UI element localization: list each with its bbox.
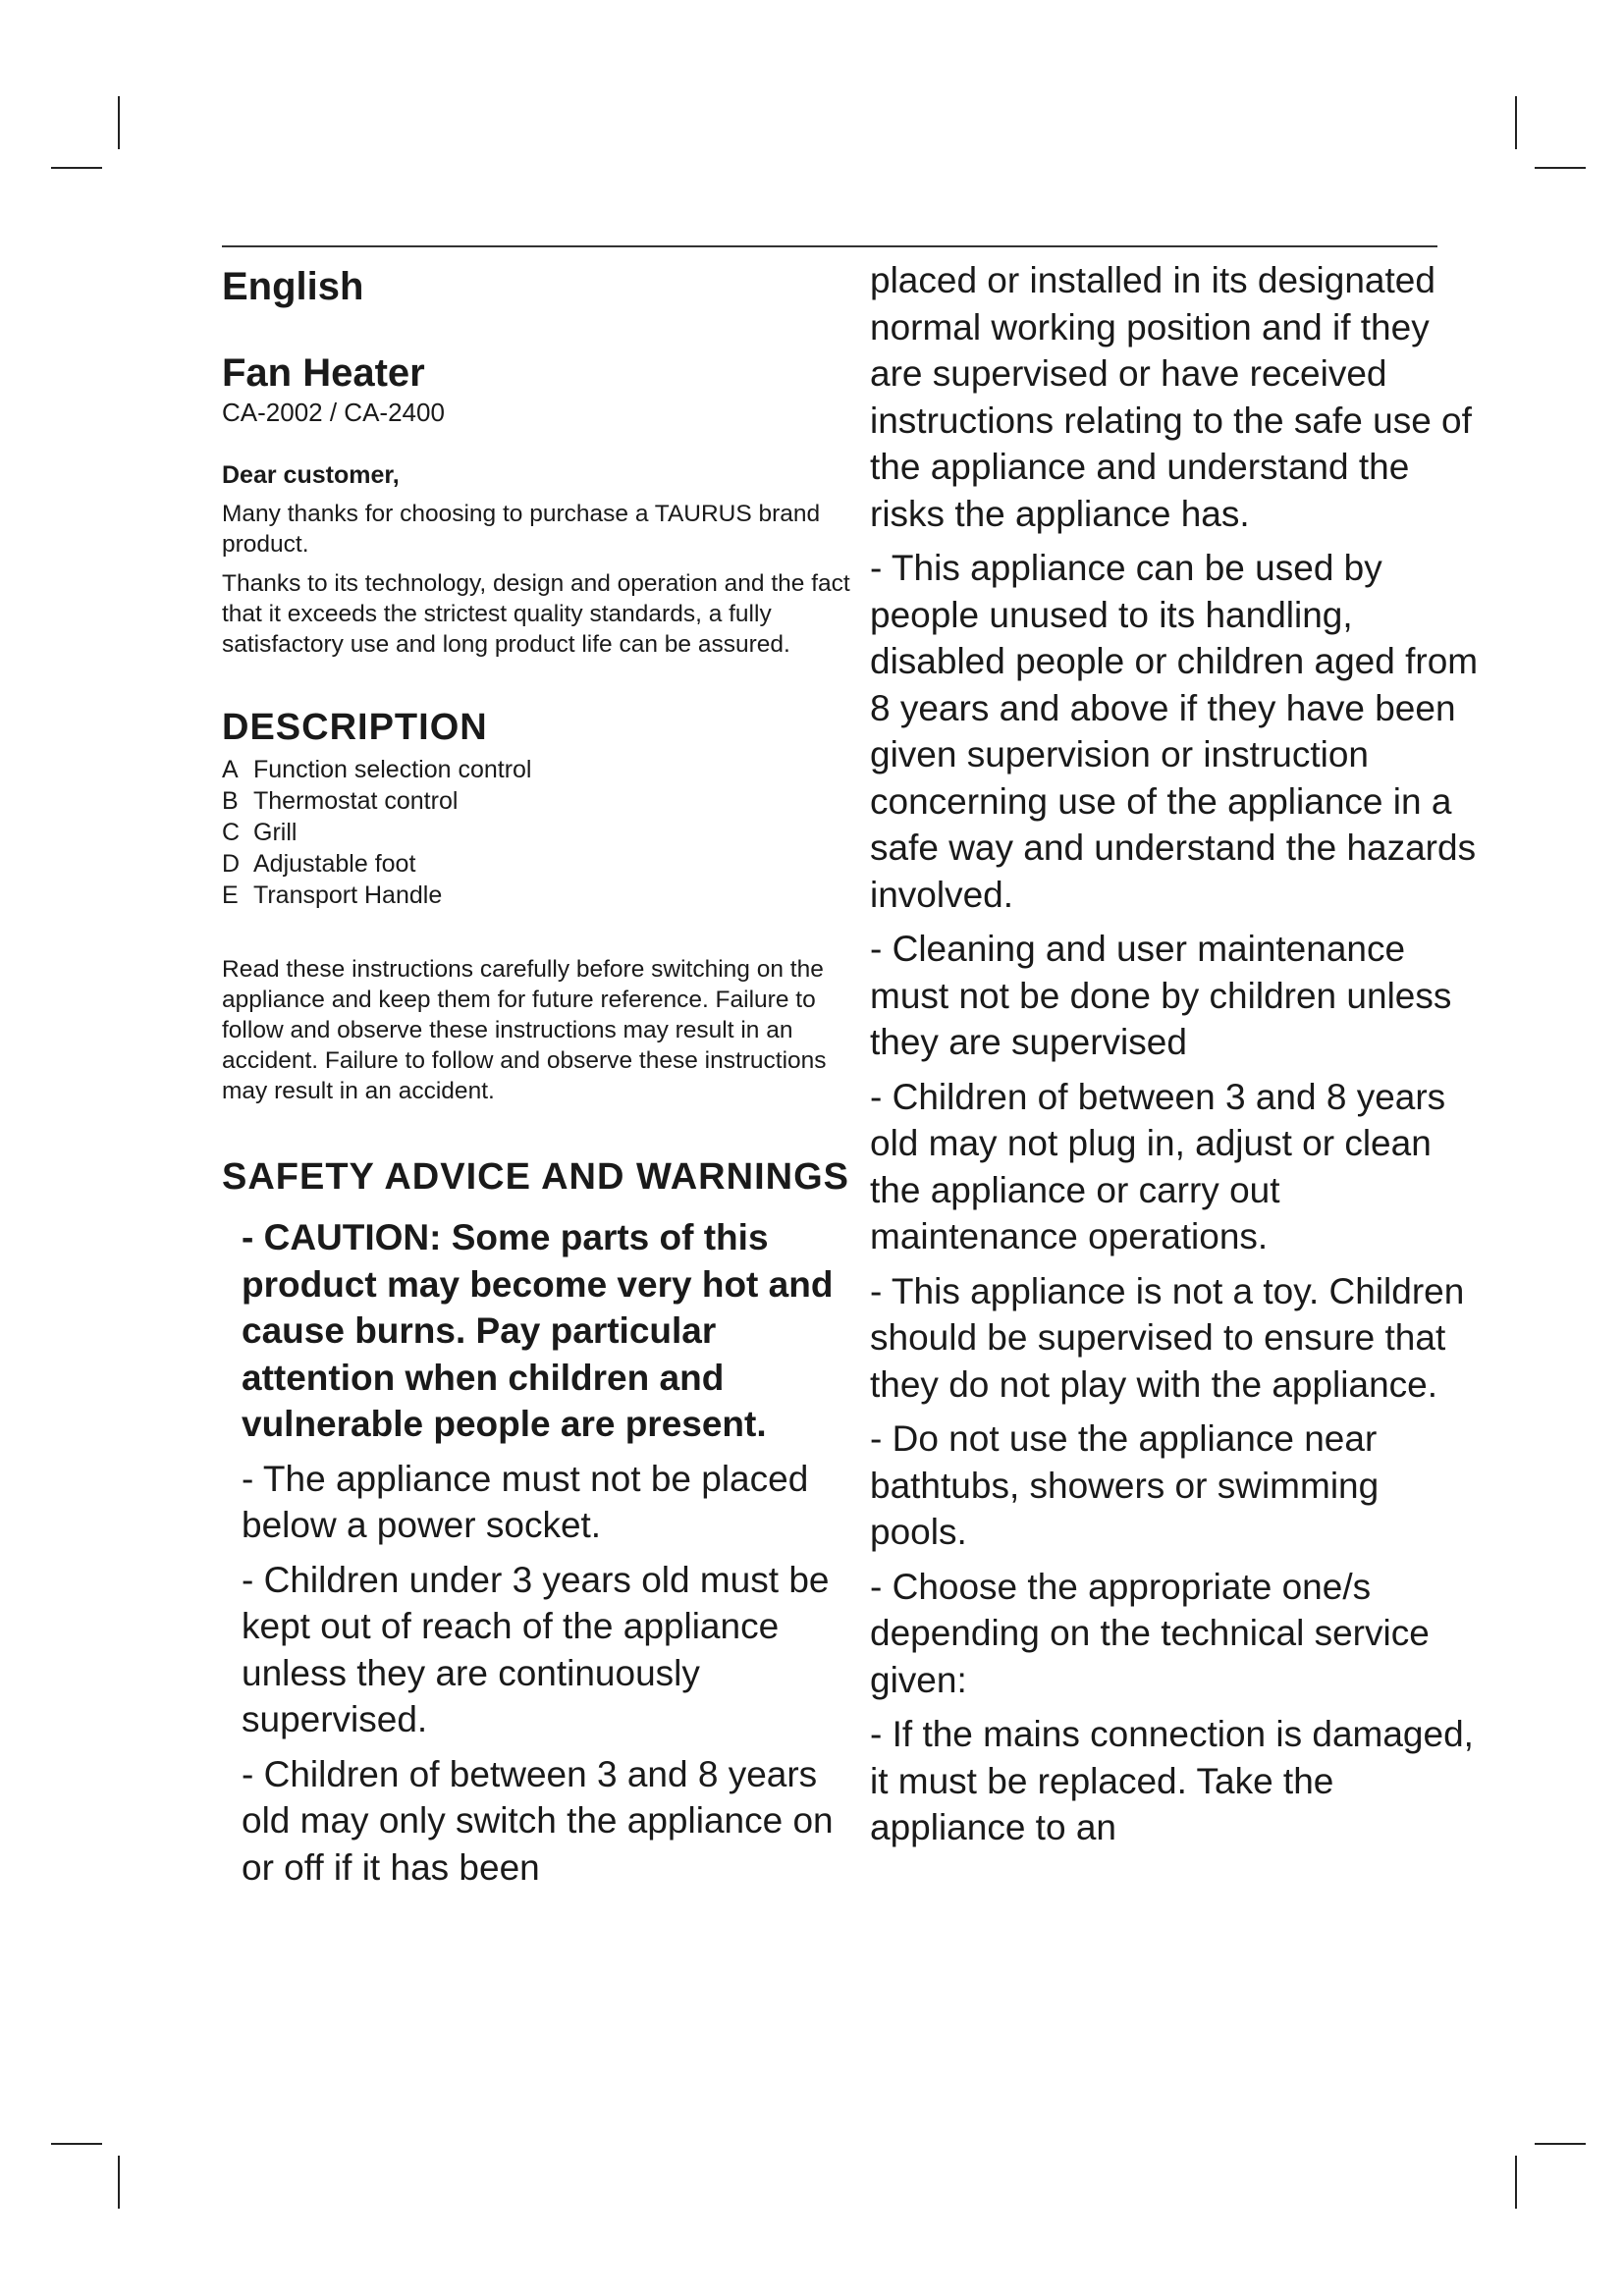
warning-paragraph: - This appliance is not a toy. Children should be supervised to ensure that they do not play with the appliance. [870,1270,1465,1405]
thanks-paragraph: Many thanks for choosing to purchase a TAURUS brand product. [222,501,821,558]
crop-mark [1515,96,1517,149]
crop-mark [51,167,102,169]
left-column [222,257,850,1898]
list-item: C Grill [222,819,298,846]
model-number: CA-2002 / CA-2400 [222,398,445,427]
warning-paragraph: placed or installed in its designated normal working position and if they are supervised or have received instructions relating to the safe use of the appliance and understand the risks the appliance has. [870,260,1472,534]
description-heading: DESCRIPTION [222,707,488,748]
warning-paragraph: - Children under 3 years old must be kept out of reach of the appliance unless they are continuously supervised. [242,1559,830,1739]
description-list [222,754,850,911]
safety-heading: SAFETY ADVICE AND WARNINGS [222,1156,849,1198]
crop-mark [51,2143,102,2145]
crop-mark [118,2156,120,2209]
warning-paragraph: - If the mains connection is damaged, it must be replaced. Take the appliance to an [870,1714,1474,1847]
warning-paragraph: - Children of between 3 and 8 years old may not plug in, adjust or clean the appliance or carry out maintenance operations. [870,1076,1446,1256]
caution-paragraph: - CAUTION: Some parts of this product may become very hot and cause burns. Pay particular attention when children and vulnerable people are present. [242,1217,834,1444]
crop-mark [1535,2143,1586,2145]
crop-mark [1515,2156,1517,2209]
warning-paragraph: - The appliance must not be placed below a power socket. [242,1458,809,1545]
crop-mark [118,96,120,149]
product-title: Fan Heater [222,351,425,395]
warning-paragraph: - Choose the appropriate one/s depending on the technical service given: [870,1566,1430,1700]
right-column [870,257,1479,1859]
greeting: Dear customer, [222,461,400,489]
list-item: E Transport Handle [222,881,443,909]
header-rule [222,245,1437,247]
list-item: D Adjustable foot [222,850,416,878]
list-item: A Function selection control [222,756,532,783]
language-heading: English [222,265,364,308]
read-instructions-paragraph: Read these instructions carefully before switching on the appliance and keep them for future reference. Failure to follow and observe these instructions may result in an accident. Failure to follow and observe these instructions may result in an accident. [222,956,827,1104]
warning-paragraph: - Do not use the appliance near bathtubs, showers or swimming pools. [870,1418,1380,1552]
quality-paragraph: Thanks to its technology, design and operation and the fact that it exceeds the strictest quality standards, a fully satisfactory use and long product life can be assured. [222,570,850,658]
warning-paragraph: - This appliance can be used by people unused to its handling, disabled people or children aged from 8 years and above if they have been given supervision or instruction concerning use of the appliance in a safe way and understand the hazards involved. [870,548,1479,915]
list-item: B Thermostat control [222,787,459,815]
crop-mark [1535,167,1586,169]
warning-paragraph: - Children of between 3 and 8 years old may only switch the appliance on or off if it has been [242,1753,834,1888]
warning-paragraph: - Cleaning and user maintenance must not be done by children unless they are supervised [870,929,1452,1062]
